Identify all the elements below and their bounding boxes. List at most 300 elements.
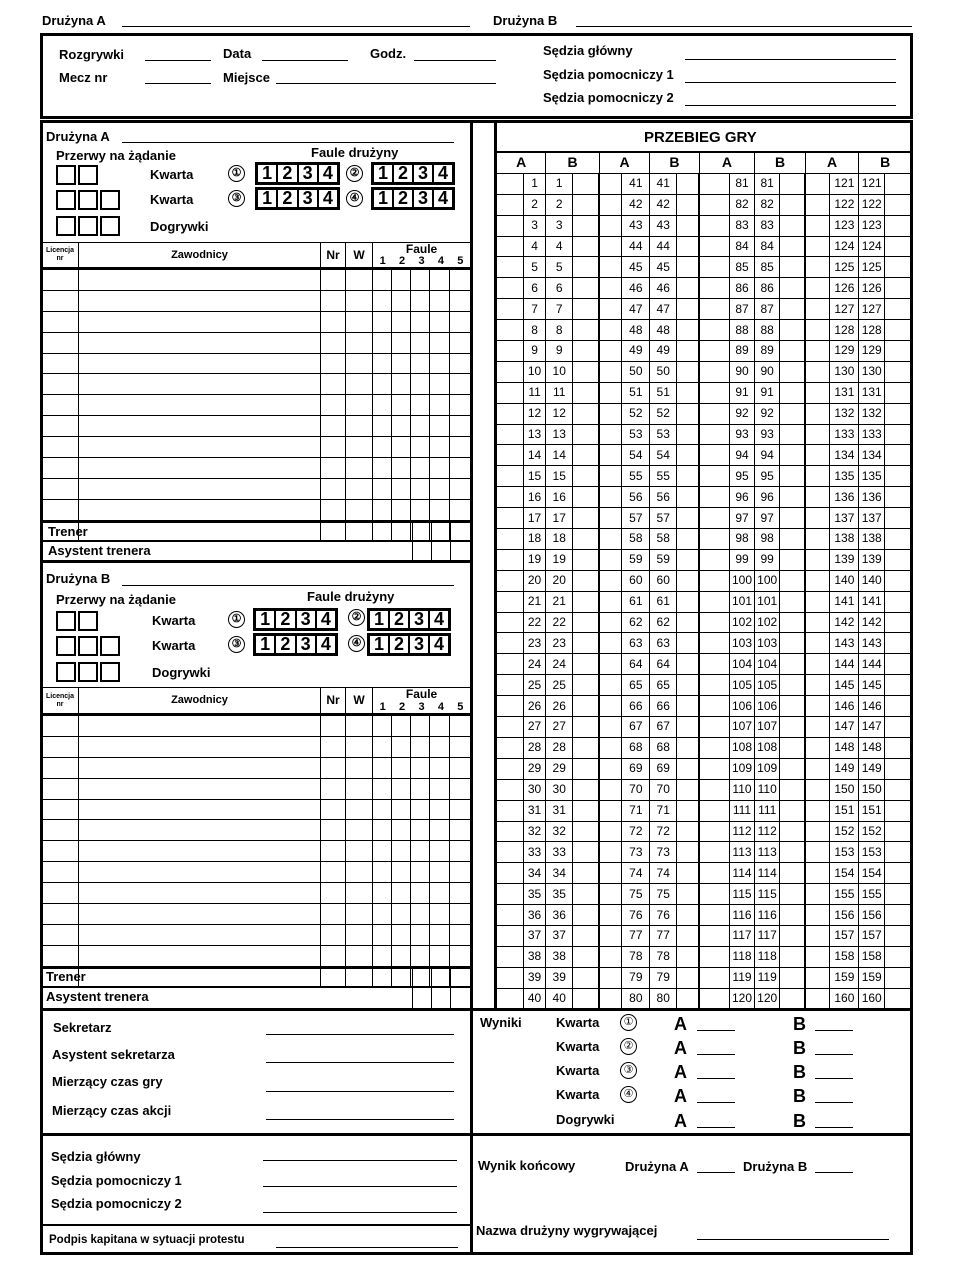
team-a-point-cell[interactable]: 88	[729, 320, 755, 341]
team-b-mark-cell[interactable]	[573, 424, 600, 445]
team-b-mark-cell[interactable]	[573, 717, 600, 738]
team-b-mark-cell[interactable]	[573, 654, 600, 675]
timeout-box[interactable]	[78, 611, 98, 631]
team-b-point-cell[interactable]: 95	[755, 466, 780, 487]
team-a-mark-cell[interactable]	[599, 737, 622, 758]
team-b-mark-cell[interactable]	[885, 779, 912, 800]
license-cell[interactable]	[42, 945, 79, 966]
foul-cell[interactable]	[430, 499, 450, 520]
team-a-mark-cell[interactable]	[497, 320, 524, 341]
player-number-cell[interactable]	[321, 757, 346, 778]
timeout-box[interactable]	[56, 165, 76, 185]
team-b-point-cell[interactable]: 140	[859, 570, 885, 591]
team-a-point-cell[interactable]: 46	[622, 278, 650, 299]
w-cell[interactable]	[346, 841, 373, 862]
team-b-mark-cell[interactable]	[677, 361, 700, 382]
player-name-cell[interactable]	[79, 757, 321, 778]
team-a-point-cell[interactable]: 13	[523, 424, 546, 445]
team-b-point-cell[interactable]: 81	[755, 173, 780, 194]
team-b-point-cell[interactable]: 61	[650, 591, 677, 612]
team-a-point-cell[interactable]: 109	[729, 758, 755, 779]
team-a-mark-cell[interactable]	[599, 549, 622, 570]
foul-cell[interactable]	[450, 778, 471, 799]
result-a-field[interactable]	[697, 1030, 735, 1031]
team-a-point-cell[interactable]: 47	[622, 299, 650, 320]
team-b-point-cell[interactable]: 69	[650, 758, 677, 779]
team-b-point-cell[interactable]: 138	[859, 529, 885, 550]
team-a-point-cell[interactable]: 40	[523, 988, 546, 1009]
team-a-point-cell[interactable]: 121	[830, 173, 859, 194]
player-number-cell[interactable]	[321, 374, 346, 395]
team-b-point-cell[interactable]: 51	[650, 382, 677, 403]
player-number-cell[interactable]	[321, 311, 346, 332]
foul-cell[interactable]	[373, 437, 392, 458]
timeout-box[interactable]	[100, 662, 120, 682]
team-b-mark-cell[interactable]	[780, 466, 806, 487]
team-a-mark-cell[interactable]	[497, 633, 524, 654]
team-a-point-cell[interactable]: 149	[830, 758, 859, 779]
team-b-mark-cell[interactable]	[677, 988, 700, 1009]
team-a-mark-cell[interactable]	[497, 717, 524, 738]
team-b-mark-cell[interactable]	[780, 445, 806, 466]
team-a-point-cell[interactable]: 124	[830, 236, 859, 257]
team-a-mark-cell[interactable]	[599, 654, 622, 675]
team-a-point-cell[interactable]: 90	[729, 361, 755, 382]
team-b-mark-cell[interactable]	[780, 612, 806, 633]
foul-cell[interactable]	[430, 778, 450, 799]
license-cell[interactable]	[42, 290, 79, 311]
team-a-point-cell[interactable]: 75	[622, 884, 650, 905]
foul-cell[interactable]	[373, 520, 392, 541]
team-a-mark-cell[interactable]	[699, 403, 729, 424]
team-a-point-cell[interactable]: 55	[622, 466, 650, 487]
foul-cell[interactable]	[411, 883, 430, 904]
team-a-point-cell[interactable]: 92	[729, 403, 755, 424]
team-b-mark-cell[interactable]	[573, 215, 600, 236]
team-a-point-cell[interactable]: 16	[523, 487, 546, 508]
team-a-mark-cell[interactable]	[497, 529, 524, 550]
team-b-mark-cell[interactable]	[885, 612, 912, 633]
team-b-point-cell[interactable]: 79	[650, 967, 677, 988]
team-a-point-cell[interactable]: 159	[830, 967, 859, 988]
team-b-point-cell[interactable]: 146	[859, 696, 885, 717]
team-a-mark-cell[interactable]	[599, 925, 622, 946]
foul-cell[interactable]	[450, 395, 471, 416]
team-b-point-cell[interactable]: 158	[859, 946, 885, 967]
team-b-mark-cell[interactable]	[573, 173, 600, 194]
team-b-mark-cell[interactable]	[885, 633, 912, 654]
team-b-mark-cell[interactable]	[677, 800, 700, 821]
team-b-point-cell[interactable]: 68	[650, 737, 677, 758]
foul-cell[interactable]	[392, 778, 411, 799]
team-b-point-cell[interactable]: 126	[859, 278, 885, 299]
w-cell[interactable]	[346, 269, 373, 291]
player-number-cell[interactable]	[321, 736, 346, 757]
team-b-mark-cell[interactable]	[885, 905, 912, 926]
team-b-mark-cell[interactable]	[780, 278, 806, 299]
team-b-mark-cell[interactable]	[885, 967, 912, 988]
team-b-point-cell[interactable]: 83	[755, 215, 780, 236]
team-b-mark-cell[interactable]	[885, 800, 912, 821]
team-b-point-cell[interactable]: 139	[859, 549, 885, 570]
team-b-mark-cell[interactable]	[780, 570, 806, 591]
team-a-point-cell[interactable]: 84	[729, 236, 755, 257]
captain-protest-field[interactable]	[276, 1247, 458, 1248]
player-name-cell[interactable]	[79, 904, 321, 925]
team-a-point-cell[interactable]: 136	[830, 487, 859, 508]
team-a-point-cell[interactable]: 91	[729, 382, 755, 403]
foul-cell[interactable]	[373, 290, 392, 311]
team-b-mark-cell[interactable]	[573, 905, 600, 926]
foul-cell[interactable]	[392, 269, 411, 291]
w-cell[interactable]	[346, 799, 373, 820]
team-b-mark-cell[interactable]	[677, 508, 700, 529]
team-a-point-cell[interactable]: 114	[729, 863, 755, 884]
player-number-cell[interactable]	[321, 924, 346, 945]
foul-cell[interactable]	[373, 736, 392, 757]
team-a-mark-cell[interactable]	[599, 487, 622, 508]
team-a-point-cell[interactable]: 36	[523, 905, 546, 926]
team-b-point-cell[interactable]: 40	[546, 988, 573, 1009]
team-b-point-cell[interactable]: 59	[650, 549, 677, 570]
team-b-point-cell[interactable]: 152	[859, 821, 885, 842]
team-a-point-cell[interactable]: 97	[729, 508, 755, 529]
team-a-point-cell[interactable]: 85	[729, 257, 755, 278]
timeout-box[interactable]	[56, 611, 76, 631]
foul-cell[interactable]	[411, 520, 430, 541]
team-b-point-cell[interactable]: 41	[650, 173, 677, 194]
team-b-point-cell[interactable]: 38	[546, 946, 573, 967]
team-a-point-cell[interactable]: 34	[523, 863, 546, 884]
team-b-point-cell[interactable]: 89	[755, 341, 780, 362]
player-name-cell[interactable]	[79, 374, 321, 395]
team-a-point-cell[interactable]: 8	[523, 320, 546, 341]
foul-cell[interactable]	[373, 883, 392, 904]
team-b-point-cell[interactable]: 129	[859, 341, 885, 362]
team-a-mark-cell[interactable]	[599, 779, 622, 800]
team-a-mark-cell[interactable]	[699, 988, 729, 1009]
foul-cell[interactable]	[411, 799, 430, 820]
team-b-mark-cell[interactable]	[885, 717, 912, 738]
team-b-point-cell[interactable]: 153	[859, 842, 885, 863]
team-a-point-cell[interactable]: 145	[830, 675, 859, 696]
team-b-point-cell[interactable]: 2	[546, 194, 573, 215]
team-b-mark-cell[interactable]	[885, 257, 912, 278]
team-b-mark-cell[interactable]	[885, 842, 912, 863]
player-number-cell[interactable]	[321, 799, 346, 820]
referee-field[interactable]	[685, 59, 896, 60]
team-b-mark-cell[interactable]	[677, 779, 700, 800]
team-a-point-cell[interactable]: 83	[729, 215, 755, 236]
team-a-point-cell[interactable]: 2	[523, 194, 546, 215]
team-b-point-cell[interactable]: 29	[546, 758, 573, 779]
team-a-mark-cell[interactable]	[699, 173, 729, 194]
foul-cell[interactable]	[430, 820, 450, 841]
foul-cell[interactable]	[411, 374, 430, 395]
team-a-point-cell[interactable]: 73	[622, 842, 650, 863]
team-a-point-cell[interactable]: 94	[729, 445, 755, 466]
team-a-mark-cell[interactable]	[599, 884, 622, 905]
license-cell[interactable]	[42, 332, 79, 353]
team-b-mark-cell[interactable]	[677, 382, 700, 403]
team-a-point-cell[interactable]: 60	[622, 570, 650, 591]
team-a-mark-cell[interactable]	[699, 800, 729, 821]
team-a-mark-cell[interactable]	[805, 549, 830, 570]
team-b-mark-cell[interactable]	[885, 341, 912, 362]
team-a-mark-cell[interactable]	[497, 299, 524, 320]
team-b-mark-cell[interactable]	[885, 320, 912, 341]
team-b-mark-cell[interactable]	[677, 236, 700, 257]
team-b-mark-cell[interactable]	[573, 529, 600, 550]
team-a-point-cell[interactable]: 126	[830, 278, 859, 299]
team-b-point-cell[interactable]: 155	[859, 884, 885, 905]
team-a-point-cell[interactable]: 153	[830, 842, 859, 863]
team-a-point-cell[interactable]: 158	[830, 946, 859, 967]
w-cell[interactable]	[346, 883, 373, 904]
team-a-point-cell[interactable]: 49	[622, 341, 650, 362]
team-b-point-cell[interactable]: 4	[546, 236, 573, 257]
team-b-mark-cell[interactable]	[885, 278, 912, 299]
license-cell[interactable]	[42, 862, 79, 883]
team-b-point-cell[interactable]: 114	[755, 863, 780, 884]
foul-cell[interactable]	[450, 311, 471, 332]
team-b-mark-cell[interactable]	[573, 466, 600, 487]
team-a-point-cell[interactable]: 38	[523, 946, 546, 967]
team-a-point-cell[interactable]: 117	[729, 925, 755, 946]
team-b-point-cell[interactable]: 34	[546, 863, 573, 884]
team-a-point-cell[interactable]: 152	[830, 821, 859, 842]
team-a-point-cell[interactable]: 31	[523, 800, 546, 821]
foul-cell[interactable]	[450, 820, 471, 841]
team-b-point-cell[interactable]: 65	[650, 675, 677, 696]
team-a-point-cell[interactable]: 95	[729, 466, 755, 487]
team-b-mark-cell[interactable]	[677, 696, 700, 717]
team-a-point-cell[interactable]: 10	[523, 361, 546, 382]
foul-cell[interactable]	[450, 945, 471, 966]
team-a-mark-cell[interactable]	[599, 717, 622, 738]
team-b-point-cell[interactable]: 54	[650, 445, 677, 466]
foul-cell[interactable]	[450, 736, 471, 757]
timeout-box[interactable]	[100, 216, 120, 236]
team-b-point-cell[interactable]: 77	[650, 925, 677, 946]
license-cell[interactable]	[42, 499, 79, 520]
foul-cell[interactable]	[392, 395, 411, 416]
foul-cell[interactable]	[373, 862, 392, 883]
team-a-point-cell[interactable]: 87	[729, 299, 755, 320]
team-a-mark-cell[interactable]	[805, 173, 830, 194]
team-a-mark-cell[interactable]	[599, 988, 622, 1009]
team-b-point-cell[interactable]: 35	[546, 884, 573, 905]
team-a-mark-cell[interactable]	[805, 905, 830, 926]
player-number-cell[interactable]	[321, 966, 346, 987]
player-name-cell[interactable]	[79, 499, 321, 520]
team-b-mark-cell[interactable]	[677, 341, 700, 362]
foul-cell[interactable]	[373, 478, 392, 499]
foul-cell[interactable]	[430, 374, 450, 395]
w-cell[interactable]	[346, 416, 373, 437]
team-b-mark-cell[interactable]	[885, 591, 912, 612]
team-fouls-q2[interactable]: 1 2 3 4	[371, 162, 455, 185]
foul-cell[interactable]	[450, 841, 471, 862]
team-a-mark-cell[interactable]	[805, 382, 830, 403]
team-b-point-cell[interactable]: 74	[650, 863, 677, 884]
team-b-point-cell[interactable]: 156	[859, 905, 885, 926]
team-a-mark-cell[interactable]	[805, 633, 830, 654]
player-name-cell[interactable]	[79, 520, 321, 541]
team-b-point-cell[interactable]: 141	[859, 591, 885, 612]
team-b-mark-cell[interactable]	[573, 320, 600, 341]
team-a-point-cell[interactable]: 44	[622, 236, 650, 257]
team-a-point-cell[interactable]: 119	[729, 967, 755, 988]
team-a-point-cell[interactable]: 139	[830, 549, 859, 570]
team-b-block-name-field[interactable]	[122, 585, 454, 586]
team-a-mark-cell[interactable]	[699, 320, 729, 341]
team-b-point-cell[interactable]: 44	[650, 236, 677, 257]
team-a-mark-cell[interactable]	[699, 466, 729, 487]
team-b-mark-cell[interactable]	[885, 737, 912, 758]
team-b-mark-cell[interactable]	[573, 341, 600, 362]
team-a-point-cell[interactable]: 134	[830, 445, 859, 466]
foul-cell[interactable]	[411, 757, 430, 778]
team-b-point-cell[interactable]: 125	[859, 257, 885, 278]
player-name-cell[interactable]	[79, 478, 321, 499]
w-cell[interactable]	[346, 736, 373, 757]
team-b-mark-cell[interactable]	[780, 591, 806, 612]
foul-cell[interactable]	[373, 924, 392, 945]
team-b-point-cell[interactable]: 121	[859, 173, 885, 194]
w-cell[interactable]	[346, 904, 373, 925]
team-b-point-cell[interactable]: 39	[546, 967, 573, 988]
team-a-mark-cell[interactable]	[599, 800, 622, 821]
team-b-mark-cell[interactable]	[780, 236, 806, 257]
foul-cell[interactable]	[450, 290, 471, 311]
team-a-mark-cell[interactable]	[497, 905, 524, 926]
result-a-field[interactable]	[697, 1054, 735, 1055]
team-a-mark-cell[interactable]	[699, 508, 729, 529]
team-a-point-cell[interactable]: 11	[523, 382, 546, 403]
foul-cell[interactable]	[411, 945, 430, 966]
team-b-mark-cell[interactable]	[885, 821, 912, 842]
team-fouls-q3[interactable]: 1 2 3 4	[255, 187, 340, 210]
team-a-point-cell[interactable]: 58	[622, 529, 650, 550]
team-b-point-cell[interactable]: 23	[546, 633, 573, 654]
team-b-point-cell[interactable]: 7	[546, 299, 573, 320]
foul-cell[interactable]	[411, 715, 430, 737]
team-b-mark-cell[interactable]	[780, 925, 806, 946]
team-b-mark-cell[interactable]	[677, 549, 700, 570]
w-cell[interactable]	[346, 966, 373, 987]
team-b-mark-cell[interactable]	[885, 925, 912, 946]
team-a-mark-cell[interactable]	[599, 299, 622, 320]
foul-cell[interactable]	[373, 353, 392, 374]
player-number-cell[interactable]	[321, 395, 346, 416]
team-b-point-cell[interactable]: 47	[650, 299, 677, 320]
team-a-point-cell[interactable]: 37	[523, 925, 546, 946]
team-a-mark-cell[interactable]	[699, 529, 729, 550]
team-b-point-cell[interactable]: 86	[755, 278, 780, 299]
team-a-mark-cell[interactable]	[497, 341, 524, 362]
player-number-cell[interactable]	[321, 904, 346, 925]
team-a-point-cell[interactable]: 129	[830, 341, 859, 362]
team-a-point-cell[interactable]: 118	[729, 946, 755, 967]
team-a-point-cell[interactable]: 70	[622, 779, 650, 800]
team-a-point-cell[interactable]: 43	[622, 215, 650, 236]
team-a-point-cell[interactable]: 140	[830, 570, 859, 591]
team-a-mark-cell[interactable]	[805, 299, 830, 320]
team-b-point-cell[interactable]: 137	[859, 508, 885, 529]
player-number-cell[interactable]	[321, 458, 346, 479]
player-name-cell[interactable]	[79, 395, 321, 416]
license-cell[interactable]	[42, 311, 79, 332]
team-a-mark-cell[interactable]	[805, 821, 830, 842]
player-name-cell[interactable]	[79, 862, 321, 883]
team-a-mark-cell[interactable]	[497, 842, 524, 863]
foul-cell[interactable]	[392, 736, 411, 757]
umpire2-field[interactable]	[685, 105, 896, 106]
team-a-point-cell[interactable]: 53	[622, 424, 650, 445]
team-a-mark-cell[interactable]	[805, 361, 830, 382]
team-b-mark-cell[interactable]	[677, 842, 700, 863]
team-a-mark-cell[interactable]	[497, 466, 524, 487]
foul-cell[interactable]	[450, 458, 471, 479]
team-a-point-cell[interactable]: 102	[729, 612, 755, 633]
timeout-box[interactable]	[78, 636, 98, 656]
team-b-point-cell[interactable]: 132	[859, 403, 885, 424]
team-a-point-cell[interactable]: 106	[729, 696, 755, 717]
team-a-point-cell[interactable]: 132	[830, 403, 859, 424]
team-b-mark-cell[interactable]	[885, 194, 912, 215]
player-number-cell[interactable]	[321, 290, 346, 311]
team-a-mark-cell[interactable]	[497, 487, 524, 508]
team-b-mark-cell[interactable]	[677, 633, 700, 654]
player-number-cell[interactable]	[321, 841, 346, 862]
team-a-mark-cell[interactable]	[599, 696, 622, 717]
timeout-box[interactable]	[78, 190, 98, 210]
team-b-mark-cell[interactable]	[780, 675, 806, 696]
team-a-point-cell[interactable]: 82	[729, 194, 755, 215]
foul-cell[interactable]	[430, 520, 450, 541]
team-b-mark-cell[interactable]	[677, 257, 700, 278]
team-a-point-cell[interactable]: 79	[622, 967, 650, 988]
team-a-point-cell[interactable]: 69	[622, 758, 650, 779]
timeout-box[interactable]	[78, 216, 98, 236]
license-cell[interactable]	[42, 478, 79, 499]
team-fouls-q1[interactable]: 1 2 3 4	[253, 608, 338, 631]
license-cell[interactable]	[42, 353, 79, 374]
team-a-point-cell[interactable]: 78	[622, 946, 650, 967]
team-b-point-cell[interactable]: 150	[859, 779, 885, 800]
team-a-mark-cell[interactable]	[497, 424, 524, 445]
player-number-cell[interactable]	[321, 883, 346, 904]
team-a-mark-cell[interactable]	[805, 988, 830, 1009]
time-field[interactable]	[414, 60, 496, 61]
team-a-point-cell[interactable]: 68	[622, 737, 650, 758]
team-b-point-cell[interactable]: 49	[650, 341, 677, 362]
foul-cell[interactable]	[411, 820, 430, 841]
foul-cell[interactable]	[373, 757, 392, 778]
team-a-point-cell[interactable]: 80	[622, 988, 650, 1009]
player-number-cell[interactable]	[321, 820, 346, 841]
team-a-mark-cell[interactable]	[699, 946, 729, 967]
w-cell[interactable]	[346, 820, 373, 841]
team-a-point-cell[interactable]: 3	[523, 215, 546, 236]
team-a-mark-cell[interactable]	[699, 675, 729, 696]
team-a-mark-cell[interactable]	[699, 487, 729, 508]
team-b-mark-cell[interactable]	[677, 445, 700, 466]
team-b-mark-cell[interactable]	[780, 800, 806, 821]
team-a-mark-cell[interactable]	[699, 612, 729, 633]
team-b-mark-cell[interactable]	[780, 487, 806, 508]
